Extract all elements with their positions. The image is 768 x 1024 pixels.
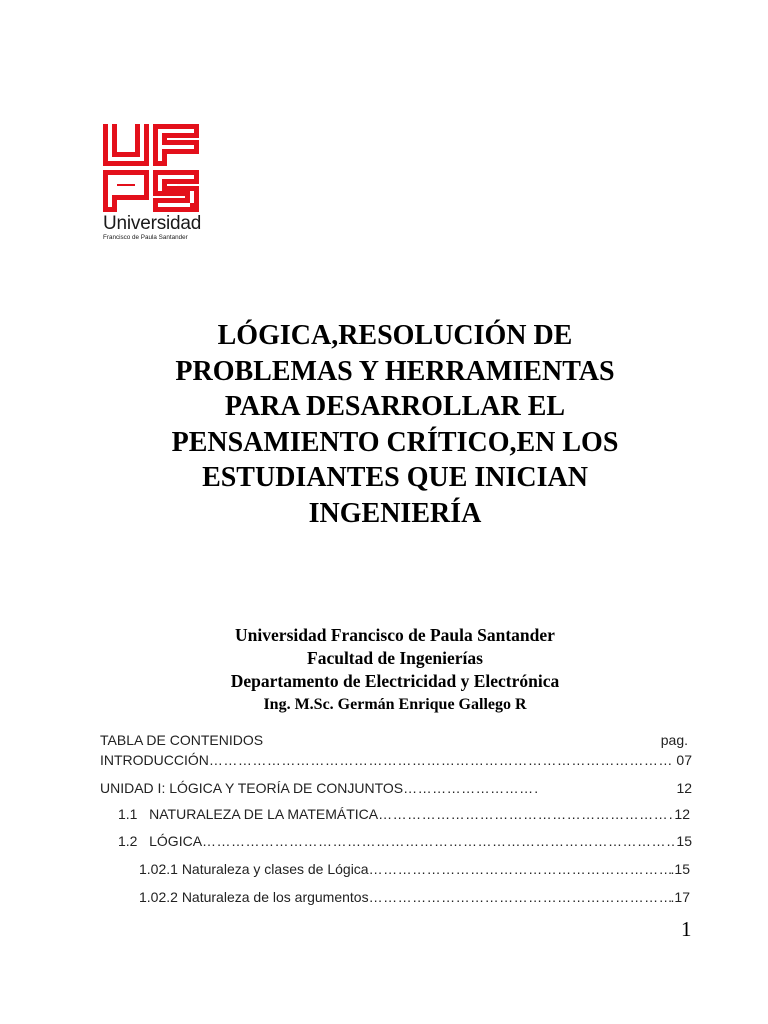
toc-entry-label: 1.02.1 Naturaleza y clases de Lógica [139,861,369,877]
toc-leader-dots [403,780,539,796]
toc-leader-dots [369,861,671,877]
toc-entry[interactable] [118,806,690,822]
title-line: PARA DESARROLLAR EL [224,391,566,422]
title-line: LÓGICA,RESOLUCIÓN DE [217,320,573,351]
university-name: Universidad Francisco de Paula Santander [235,625,555,645]
document-title [100,318,690,531]
toc-leader-dots [209,752,675,768]
title-line: PENSAMIENTO CRÍTICO,EN LOS [171,426,619,458]
toc-leader-dots [369,889,671,905]
logo-university-name: Universidad [103,213,202,234]
faculty-name: Facultad de Ingenierías [307,648,483,668]
toc-entry-label: INTRODUCCIÓN [100,752,209,768]
title-line: PROBLEMAS Y HERRAMIENTAS [175,355,615,387]
toc-entry-label: 1.02.2 Naturaleza de los argumentos [139,889,369,905]
page-number: 1 [681,917,692,941]
toc-header [100,732,690,748]
institution-block [100,624,690,716]
logo-university-subtitle: Francisco de Paula Santander [103,234,188,241]
author-name: Ing. M.Sc. Germán Enrique Gallego R [263,696,527,713]
title-line: ESTUDIANTES QUE INICIAN [202,462,588,493]
toc-entry-page: .17 [670,889,690,905]
toc-entry[interactable] [139,889,690,905]
toc-page-label: pag. [660,732,688,748]
toc-entry-page: 12 [676,780,693,796]
title-line: INGENIERÍA [308,497,482,529]
toc-entry-page: .15 [670,861,690,877]
university-logo [103,124,202,242]
toc-entry-label: 1.1 NATURALEZA DE LA MATEMÁTICA [118,806,379,822]
toc-entry-label: 1.2 LÓGICA [118,833,203,849]
ufps-logo-mark [103,124,199,212]
toc-entry-page: 07 [676,752,692,768]
toc-leader-dots [202,833,674,849]
toc-entry-label: UNIDAD I: LÓGICA Y TEORÍA DE CONJUNTOS [100,780,404,796]
toc-entry-page: 15 [676,833,692,849]
toc-heading: TABLA DE CONTENIDOS [100,732,264,748]
toc-entry[interactable] [139,861,690,877]
toc-entry[interactable] [118,833,692,849]
toc-leader-dots [378,806,672,822]
toc-entry[interactable] [100,752,692,768]
toc-entry-page: 12 [674,806,690,822]
toc-entry[interactable] [100,780,692,796]
department-name: Departamento de Electricidad y Electrónica [230,671,560,691]
